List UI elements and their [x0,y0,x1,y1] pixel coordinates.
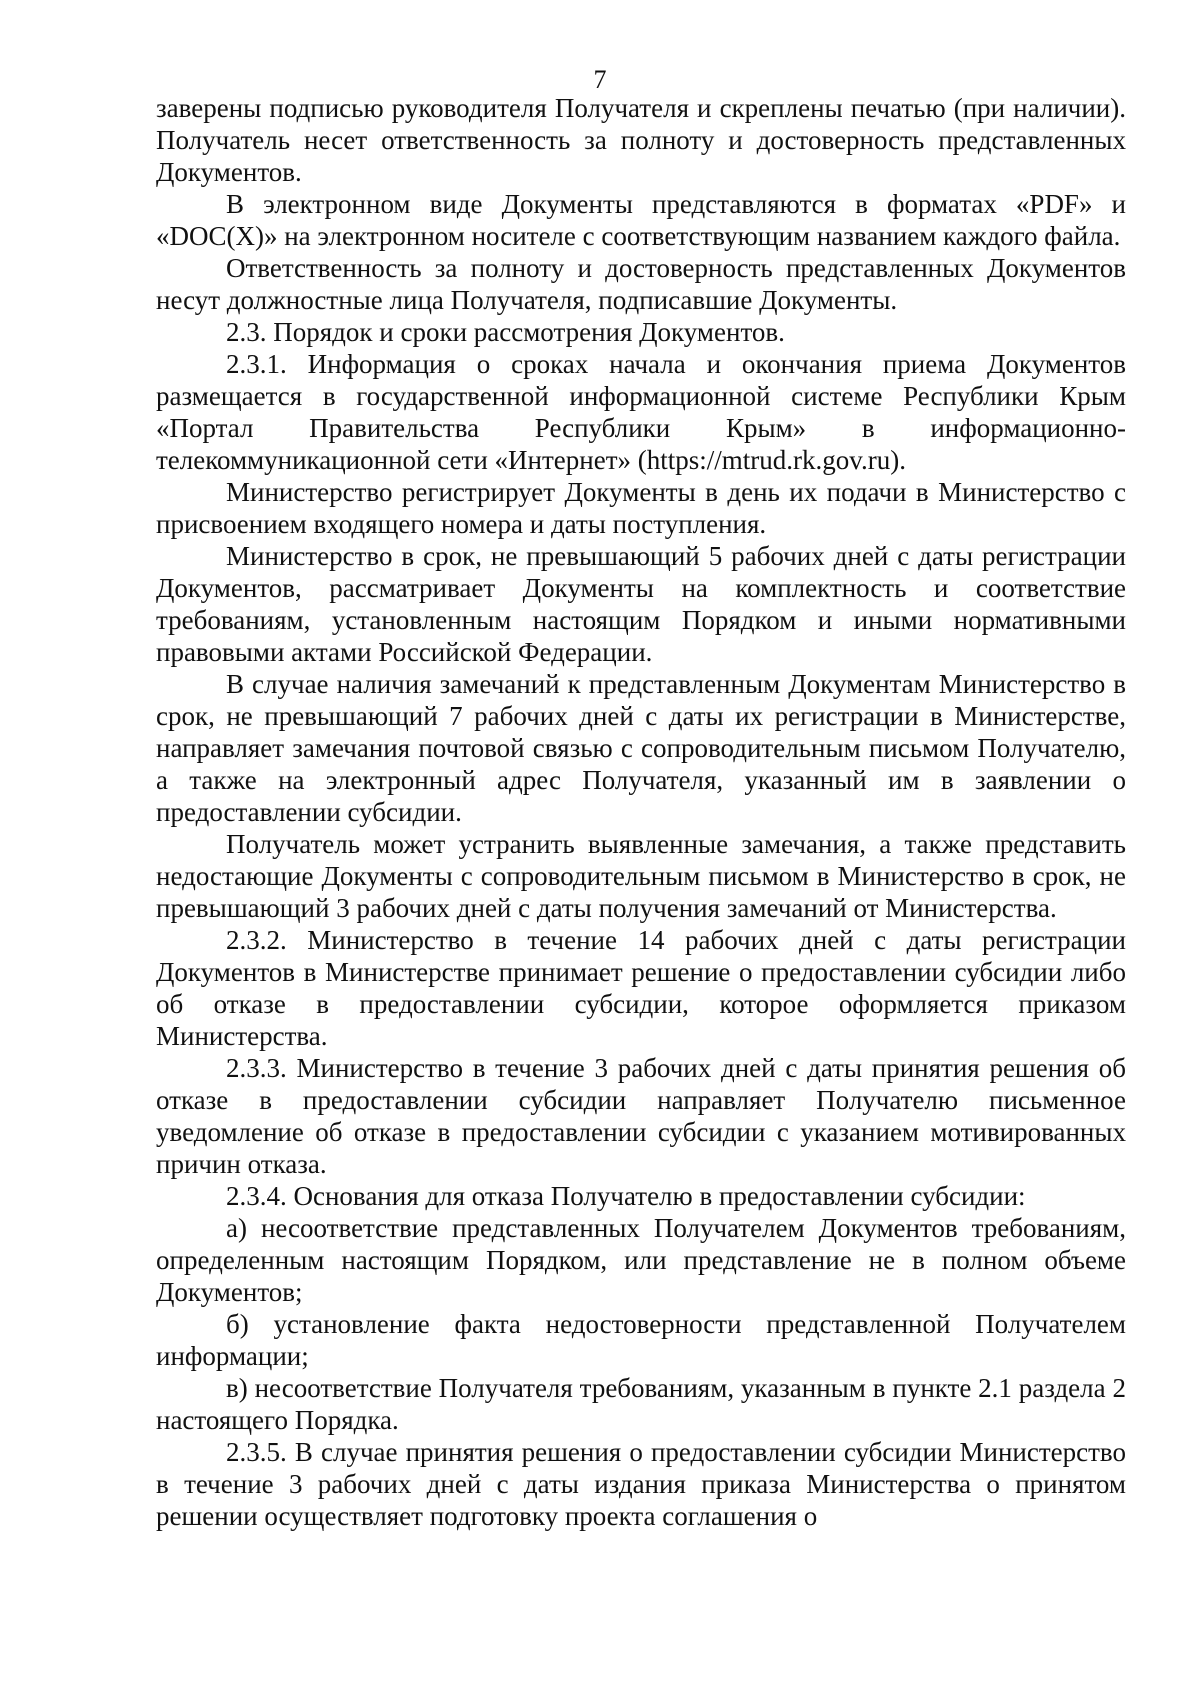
paragraph-responsibility: Ответственность за полноту и достоверность представленных Документов несут должностные лица Получателя, подписавшие Документы. [156,253,1126,315]
paragraph-review-period: Министерство в срок, не превышающий 5 рабочих дней с даты регистрации Документов, рассматривает Документы на комплектность и соответствие требованиям, установленным настоящим Порядком и иными нормативными правовыми актами Российской Федерации. [156,541,1126,667]
document-body [156,92,1126,1532]
clause-2-3-4: 2.3.4. Основания для отказа Получателю в предоставлении субсидии: [226,1181,1026,1211]
paragraph-certification: заверены подписью руководителя Получателя и скреплены печатью (при наличии). Получатель несет ответственность за полноту и достоверность представленных Документов. [156,93,1126,187]
paragraph-electronic-format: В электронном виде Документы представляются в форматах «PDF» и «DOC(X)» на электронном носителе с соответствующим названием каждого файла. [156,189,1126,251]
clause-2-3-3: 2.3.3. Министерство в течение 3 рабочих дней с даты принятия решения об отказе в предоставлении субсидии направляет Получателю письменное уведомление об отказе в предоставлении субсидии с указанием мотивированных причин отказа. [156,1053,1126,1179]
paragraph-fix-remarks: Получатель может устранить выявленные замечания, а также представить недостающие Документы с сопроводительным письмом в Министерство в срок, не превышающий 3 рабочих дней с даты получения замечаний от Министерства. [156,829,1126,923]
page-number: 7 [593,65,607,94]
paragraph-registration: Министерство регистрирует Документы в день их подачи в Министерство с присвоением входящего номера и даты поступления. [156,477,1126,539]
list-item-v: в) несоответствие Получателя требованиям, указанным в пункте 2.1 раздела 2 настоящего Порядка. [156,1373,1126,1435]
section-heading-2-3: 2.3. Порядок и сроки рассмотрения Документов. [226,317,785,347]
list-item-b: б) установление факта недостоверности представленной Получателем информации; [156,1309,1126,1371]
clause-2-3-1: 2.3.1. Информация о сроках начала и окончания приема Документов размещается в государственной информационной системе Республики Крым «Портал Правительства Республики Крым» в информационно-телекоммуникационной сети «Интернет» (https://mtrud.rk.gov.ru). [156,349,1126,475]
clause-2-3-5: 2.3.5. В случае принятия решения о предоставлении субсидии Министерство в течение 3 рабочих дней с даты издания приказа Министерства о принятом решении осуществляет подготовку проекта соглашения о [156,1437,1126,1531]
paragraph-remarks: В случае наличия замечаний к представленным Документам Министерство в срок, не превышающий 7 рабочих дней с даты их регистрации в Министерстве, направляет замечания почтовой связью с сопроводительным письмом Получателю, а также на электронный адрес Получателя, указанный им в заявлении о предоставлении субсидии. [156,669,1126,827]
list-item-a: а) несоответствие представленных Получателем Документов требованиям, определенным настоящим Порядком, или представление не в полном объеме Документов; [156,1213,1126,1307]
clause-2-3-2: 2.3.2. Министерство в течение 14 рабочих дней с даты регистрации Документов в Министерстве принимает решение о предоставлении субсидии либо об отказе в предоставлении субсидии, которое оформляется приказом Министерства. [156,925,1126,1051]
